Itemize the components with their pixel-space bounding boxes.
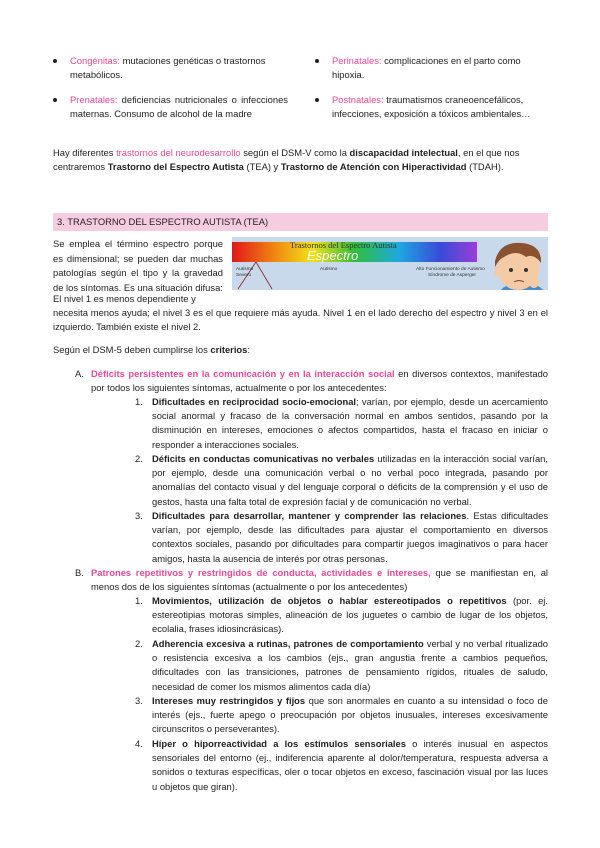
- label-left1: Autismo: [236, 267, 254, 272]
- term-perinatales: Perinatales:: [332, 55, 382, 66]
- criterion-b-head: Patrones repetitivos y restringidos de conducta, actividades e intereses,: [91, 567, 431, 578]
- intro-paragraph: Hay diferentes trastornos del neurodesarrollo según el DSM-V como la discapacidad intelectual, en el que nos centraremos Trastorno del Espectro Autista (TEA) y Trastorno de Atención con Hiperactividad (TDAH).: [53, 147, 520, 173]
- text-perinatales: complicaciones en el parto como hipoxia.: [332, 55, 521, 81]
- spectrum-illustration: [232, 237, 548, 290]
- bullet-dot: [315, 98, 319, 102]
- label-right1: Alto Funcionamiento de Autismo: [416, 267, 485, 272]
- levels-paragraph-line1: El nivel 1 es menos dependiente y: [53, 293, 196, 304]
- section-heading: [53, 213, 548, 231]
- bullet-dot: [53, 98, 57, 102]
- document-page: Congénitas: mutaciones genéticas o trastornos metabólicos. Perinatales: complicaciones en el parto como hipoxia. Prenatales: deficiencias nutricionales o infecciones maternas. Consumo de alcohol de la madre Postnatales: traumatismos craneoencefálicos, infecciones, exposición a tóxicos ambientales… Hay diferentes trastornos del neurodesarrollo según el DSM-V como la discapacidad intelectual, en el que nos centraremos Trastorno del Espectro Autista (TEA) y Trastorno de Atención con Hiperactividad (TDAH). 3. TRASTORNO DEL ESPECTRO AUTISTA (TEA) Se emplea el término espectro porque es dimensional; se pueden dar muchas patologías según el tipo y la gravedad de los síntomas. Es una situación difusa: Trastornos del Espectro Autista Espectro Autismo Severo Autismo Alto Funcionamiento de Autismo Síndrome de Asperger El nivel 1 es menos dependiente y necesita menos ayuda; el nivel 3 es el que requiere más ayuda. Nivel 1 en el lado derecho del espectro y nivel 3 en el izquierdo. También existe el nivel 2. Según el DSM-5 deben cumplirse los criterios: A. Déficits persistentes en la comunicación y en la interacción social en diversos contextos, manifestado por todos los siguientes síntomas, actualmente o por los antecedentes: 1. Dificultades en reciprocidad socio-emocional; varían, por ejemplo, desde un acercamiento social anormal y fracaso de la conversación normal en ambos sentidos, pasando por la disminución en intereses, emociones o afectos compartidos, hasta el fracaso en iniciar o responder a interacciones sociales. 2. Déficits en conductas comunicativas no verbales utilizadas en la interacción social varían, por ejemplo, desde una comunicación verbal o no verbal poco integrada, pasando por anomalías del contacto visual y del lenguaje corporal o déficits de la comprensión y el uso de gestos, hasta una falta total de expresión facial y de comunicación no verbal. 3. Dificultades para desarrollar, mantener y comprender las relaciones. Estas dificultades varían, por ejemplo, desde las dificultades para ajustar el comportamiento en diversos contextos sociales, pasando por dificultades para compartir juegos imaginativos o para hacer amigos, hasta la ausencia de interés por otras personas. B. Patrones repetitivos y restringidos de conducta, actividades e intereses, que se manifiestan en, al menos dos de los siguientes síntomas (actualmente o por los antecedentes) 1. Movimientos, utilización de objetos o hablar estereotipados o repetitivos (por. ej. estereotipias motoras simples, alineación de los juguetes o cambio de lugar de los objetos, ecolalia, frases idiosincrásicas). 2. Adherencia excesiva a rutinas, patrones de comportamiento verbal y no verbal ritualizado o resistencia excesiva a los cambios (ejs., gran angustia frente a cambios pequeños, dificultades con las transiciones, patrones de pensamiento rígidos, rituales de saludo, necesidad de comer los mismos alimentos cada día) 3. Intereses muy restringidos y fijos que son anormales en cuanto a su intensidad o foco de interés (ejs., fuerte apego o preocupación por objetos inusuales, intereses excesivamente circunscritos o perseverantes). 4. Híper o hiporreactividad a los estímulos sensoriales o interés inusual en aspectos sensoriales del entorno (ej., indiferencia aparente al dolor/temperatura, respuesta adversa a sonidos o texturas específicas, oler o tocar objetos en exceso, fascinación visual por las luces u objetos que giran).: [53, 55, 549, 792]
- label-right2: Síndrome de Asperger: [428, 273, 476, 278]
- bullet-dot: [315, 59, 319, 63]
- text-prenatales: deficiencias nutricionales o infecciones maternas. Consumo de alcohol de la madre: [70, 94, 288, 120]
- criteria-intro: Según el DSM-5 deben cumplirse los criterios:: [53, 344, 250, 355]
- text-congenitas: mutaciones genéticas o trastornos metabólicos.: [70, 55, 266, 81]
- figure-title: Trastornos del Espectro Autista: [290, 240, 397, 250]
- section-title: 3. TRASTORNO DEL ESPECTRO AUTISTA (TEA): [57, 216, 269, 227]
- text-postnatales: traumatismos craneoencefálicos, infecciones, exposición a tóxicos ambientales…: [332, 94, 531, 120]
- levels-paragraph: necesita menos ayuda; el nivel 3 es el que requiere más ayuda. Nivel 1 en el lado derecho del espectro y nivel 3 en el izquierdo. También existe el nivel 2.: [53, 307, 548, 333]
- link-neurodesarrollo: trastornos del neurodesarrollo: [116, 147, 241, 158]
- label-mid: Autismo: [320, 267, 338, 272]
- term-congenitas: Congénitas:: [70, 55, 121, 66]
- tea-paragraph: Se emplea el término espectro porque es dimensional; se pueden dar muchas patologías según el tipo y la gravedad de los síntomas. Es una situación difusa:: [53, 238, 223, 293]
- term-postnatales: Postnatales:: [332, 94, 384, 105]
- spectrum-figure: [232, 237, 548, 290]
- label-left2: Severo: [236, 273, 252, 278]
- marker-b: B.: [75, 567, 84, 578]
- figure-band-label: Espectro: [307, 248, 359, 263]
- term-prenatales: Prenatales:: [70, 94, 118, 105]
- bullet-dot: [53, 59, 57, 63]
- marker-a: A.: [75, 368, 84, 379]
- criterion-a-head: Déficits persistentes en la comunicación y en la interacción social: [91, 368, 395, 379]
